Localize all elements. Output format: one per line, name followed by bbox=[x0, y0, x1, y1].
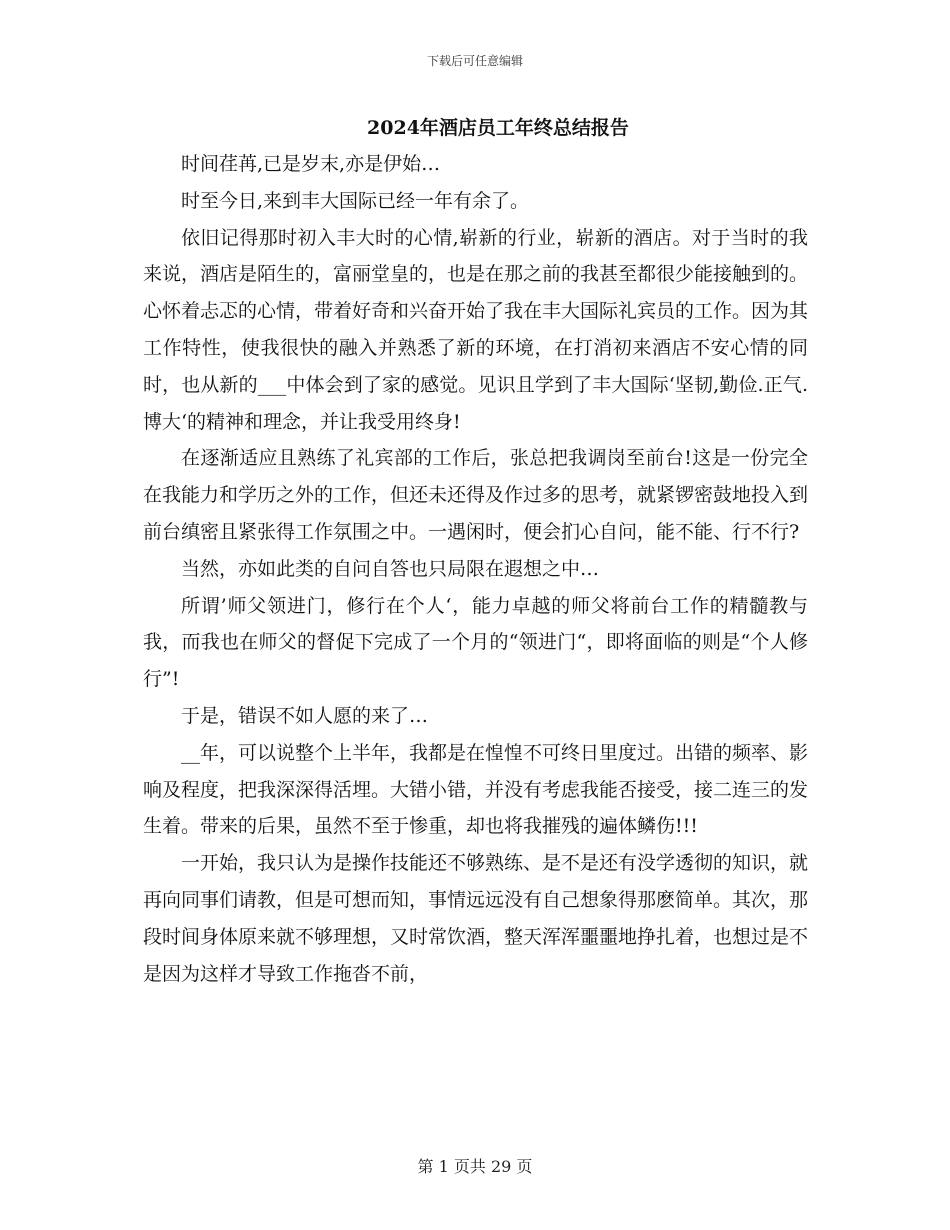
paragraph: 于是，错误不如人愿的来了… bbox=[181, 704, 429, 727]
paragraph: 时间荏苒,已是岁末,亦是伊始… bbox=[181, 153, 441, 175]
paragraph: 一开始，我只认为是操作技能还不够熟练、是不是还有没学透彻的知识，就再向同事们请教，但是可想而知，事情远远没有自己想象得那麽简单。其次，那段时间身体原来就不够理想，又时常饮酒，整天浑浑噩噩地挣扎着，也想过是不是因为这样才导致工作拖沓不前， bbox=[143, 852, 809, 985]
document-title: 2024年酒店员工年终总结报告 bbox=[367, 117, 629, 139]
header-note: 下载后可任意编辑 bbox=[426, 54, 523, 68]
paragraph: __年，可以说整个上半年，我都是在惶惶不可终日里度过。出错的频率、影响及程度，把我深深得活埋。大错小错，并没有考虑我能否接受，接二连三的发生着。带来的后果，虽然不至于惨重，却也将我摧残的遍体鳞伤!!! bbox=[143, 741, 809, 838]
paragraph: 依旧记得那时初入丰大时的心情,崭新的行业，崭新的酒店。对于当时的我来说，酒店是陌生的，富丽堂皇的，也是在那之前的我甚至都很少能接触到的。心怀着忐忑的心情，带着好奇和兴奋开始了我在丰大国际礼宾员的工作。因为其工作特性，使我很快的融入并熟悉了新的环境，在打消初来酒店不安心情的同时，也从新的___中体会到了家的感觉。见识且学到了丰大国际‘坚韧,勤俭.正气.博大‘的精神和理念，并让我受用终身! bbox=[143, 226, 809, 433]
paragraph: 当然，亦如此类的自问自答也只局限在遐想之中… bbox=[181, 557, 600, 580]
paragraph: 时至今日,来到丰大国际已经一年有余了。 bbox=[181, 189, 530, 212]
document-body bbox=[143, 146, 808, 992]
page-number-footer: 第 1 页共 29 页 bbox=[417, 1157, 533, 1176]
paragraph: 所谓’师父领进门，修行在个人‘，能力卓越的师父将前台工作的精髓教与我，而我也在师父的督促下完成了一个月的“领进门“，即将面临的则是“个人修行”! bbox=[143, 594, 808, 691]
paragraph: 在逐渐适应且熟练了礼宾部的工作后，张总把我调岗至前台!这是一份完全在我能力和学历之外的工作，但还未还得及作过多的思考，就紧锣密鼓地投入到前台缜密且紧张得工作氛围之中。一遇闲时，便会扪心自问，能不能、行不行? bbox=[143, 447, 809, 543]
